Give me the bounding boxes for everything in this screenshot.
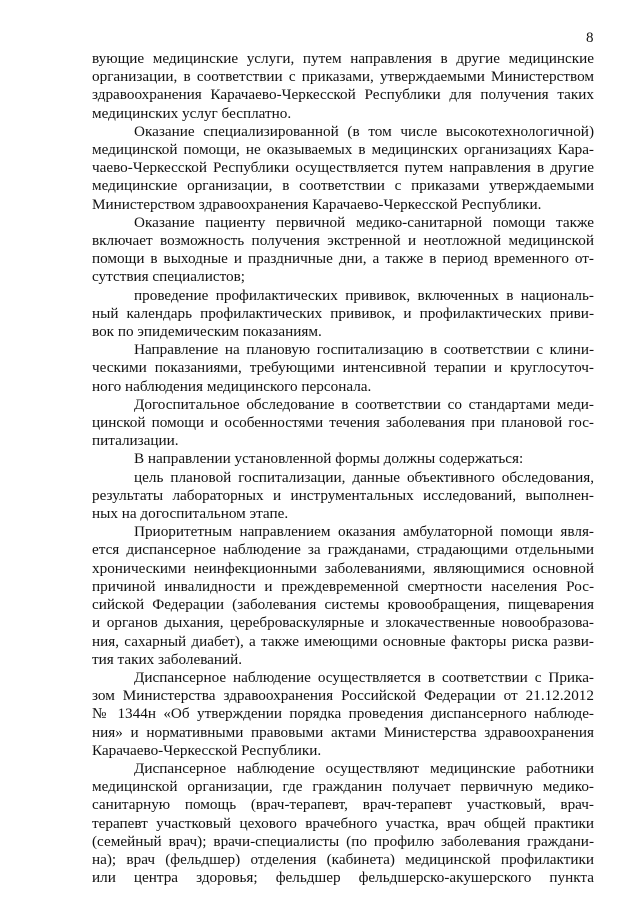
text-line: тия таких заболеваний.: [92, 650, 243, 668]
text-line: результаты лабораторных и инструментальных исследований, выполнен-: [92, 486, 594, 504]
text-line: ческими показаниями, требующими интенсивной терапии и круглосуточ-: [92, 359, 594, 377]
text-line: и органов дыхания, цереброваскулярные и злокачественные новообразова-: [92, 614, 594, 632]
text-line: ный календарь профилактических прививок, и профилактических приви-: [92, 304, 594, 322]
text-line: санитарную помощь (врач-терапевт, врач-терапевт участковый, врач-: [92, 796, 594, 814]
text-line: ных на догоспитальном этапе.: [92, 505, 289, 523]
text-line: медицинские организации, в соответствии с приказами утверждаемыми: [92, 177, 594, 195]
text-line: Диспансерное наблюдение осуществляется в соответствии с Прика-: [134, 668, 594, 686]
text-line: медицинской организации, где гражданин получает первичную медико-: [92, 778, 594, 796]
text-line: на); врач (фельдшер) отделения (кабинета) медицинской профилактики: [92, 850, 594, 868]
text-line: причиной инвалидности и преждевременной смертности населения Рос-: [92, 577, 594, 595]
paragraph: [92, 341, 594, 396]
text-line: Догоспитальное обследование в соответствии со стандартами меди-: [134, 395, 594, 413]
text-line: Министерством здравоохранения Карачаево-Черкесской Республики.: [92, 195, 542, 213]
text-line: Диспансерное наблюдение осуществляют медицинские работники: [134, 759, 594, 777]
text-line: ния, сахарный диабет), а также имеющими основные факторы риска разви-: [92, 632, 594, 650]
text-line: цинской помощи и особенностями течения заболевания при плановой гос-: [92, 414, 594, 432]
paragraph: [92, 50, 594, 123]
text-line: медицинской помощи, не оказываемых в медицинских организациях Кара-: [92, 141, 594, 159]
text-line: здравоохранения Карачаево-Черкесской Республики для получения таких: [92, 86, 594, 104]
paragraph: [92, 523, 594, 669]
paragraph: [92, 287, 594, 342]
paragraph: [92, 123, 594, 214]
text-line: Оказание пациенту первичной медико-санитарной помощи также: [134, 213, 594, 231]
text-line: хроническими неинфекционными заболеваниями, являющимися основной: [92, 559, 594, 577]
text-line: ния» и нормативными правовыми актами Министерства здравоохранения: [92, 723, 594, 741]
text-line: или центра здоровья; фельдшер фельдшерско-акушерского пункта: [92, 869, 594, 887]
text-line: Направление на плановую госпитализацию в соответствии с клини-: [134, 341, 594, 359]
text-line: вок по эпидемическим показаниям.: [92, 323, 322, 341]
paragraph: [92, 469, 594, 524]
text-line: включает возможность получения экстренной и неотложной медицинской: [92, 232, 594, 250]
text-line: сутствия специалистов;: [92, 268, 246, 286]
text-line: сийской Федерации (заболевания системы кровообращения, пищеварения: [92, 596, 594, 614]
text-line: чаево-Черкесской Республики осуществляется путем направления в другие: [92, 159, 594, 177]
text-line: проведение профилактических прививок, включенных в националь-: [134, 286, 594, 304]
text-line: Карачаево-Черкесской Республики.: [92, 741, 322, 759]
text-line: вующие медицинские услуги, путем направления в другие медицинские: [92, 50, 594, 67]
text-line: ется диспансерное наблюдение за гражданами, страдающими отдельными: [92, 541, 594, 559]
paragraph: [92, 214, 594, 287]
paragraph: [92, 396, 594, 451]
text-line: зом Министерства здравоохранения Российской Федерации от 21.12.2012: [92, 687, 594, 705]
text-line: ного наблюдения медицинского персонала.: [92, 377, 372, 395]
text-line: Оказание специализированной (в том числе высокотехнологичной): [134, 122, 594, 140]
text-line: № 1344н «Об утверждении порядка проведения диспансерного наблюде-: [92, 705, 594, 723]
text-line: Приоритетным направлением оказания амбулаторной помощи явля-: [134, 523, 594, 541]
text-line: (семейный врач); врачи-специалисты (по профилю заболевания граждани-: [92, 832, 594, 850]
page-number: 8: [586, 30, 594, 46]
text-line: медицинских услуг бесплатно.: [92, 104, 292, 122]
document-body: [92, 50, 594, 887]
paragraph: [92, 450, 594, 468]
text-line: цель плановой госпитализации, данные объективного обследования,: [134, 468, 594, 486]
paragraph: [92, 669, 594, 760]
text-line: помощи в выходные и праздничные дни, а также в период временного от-: [92, 250, 594, 268]
text-line: В направлении установленной формы должны содержаться:: [134, 450, 524, 468]
text-line: питализации.: [92, 432, 179, 450]
paragraph: [92, 760, 594, 887]
text-line: организации, в соответствии с приказами, утверждаемыми Министерством: [92, 68, 594, 86]
text-line: терапевт участковый цехового врачебного участка, врач общей практики: [92, 814, 594, 832]
